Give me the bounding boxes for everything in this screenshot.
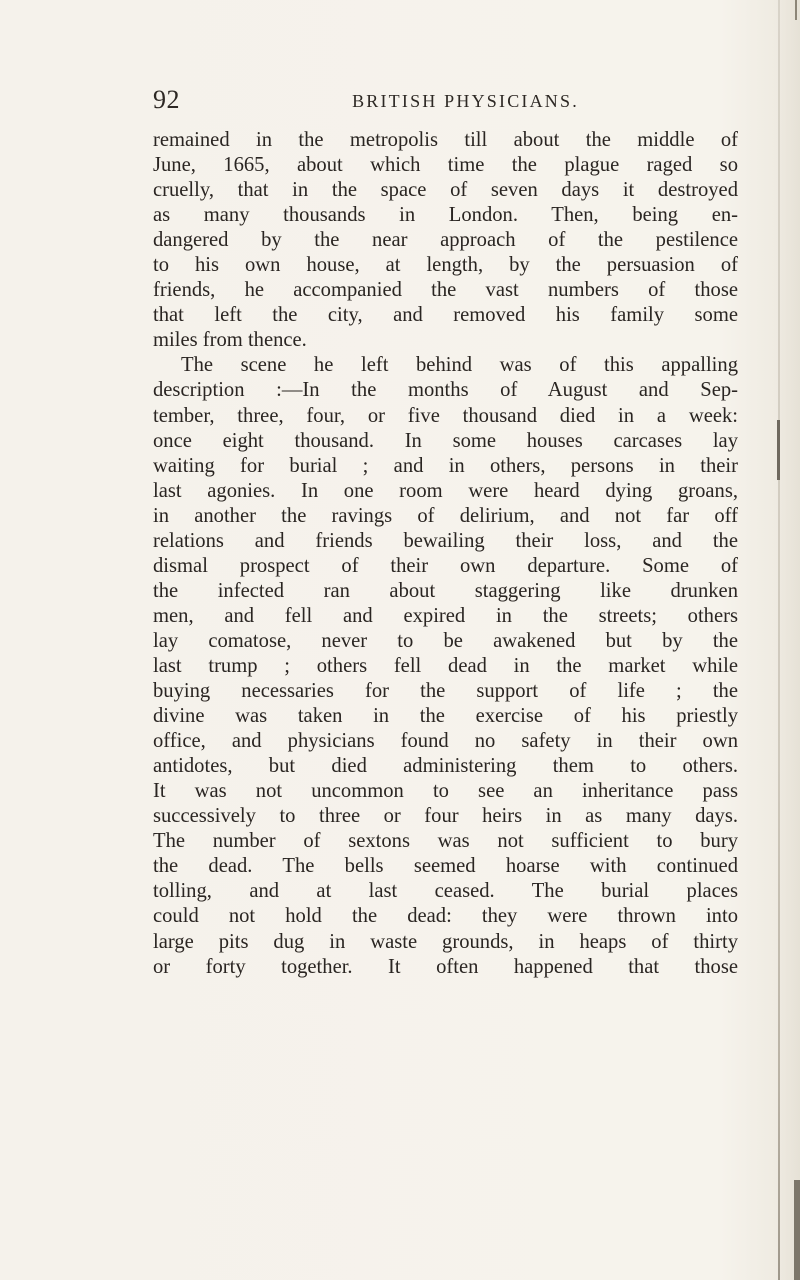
text-line: It was not uncommon to see an inheritance pass	[153, 780, 738, 803]
text-line: divine was taken in the exercise of his priestly	[153, 705, 738, 728]
text-line: tember, three, four, or five thousand died in a week:	[153, 404, 738, 427]
page-edge-mark	[794, 1180, 800, 1280]
text-line: to his own house, at length, by the persuasion of	[153, 254, 738, 277]
text-line: in another the ravings of delirium, and not far off	[153, 504, 738, 527]
text-line: successively to three or four heirs in as many days.	[153, 805, 738, 828]
text-line: once eight thousand. In some houses carcases lay	[153, 429, 738, 452]
text-line: antidotes, but died administering them to others.	[153, 755, 738, 778]
text-line: the dead. The bells seemed hoarse with continued	[153, 855, 738, 878]
text-line: the infected ran about staggering like drunken	[153, 579, 738, 602]
text-line: last agonies. In one room were heard dying groans,	[153, 479, 738, 502]
text-line: June, 1665, about which time the plague raged so	[153, 154, 738, 177]
text-line: tolling, and at last ceased. The burial places	[153, 880, 738, 903]
page-number: 92	[153, 85, 180, 114]
text-line: last trump ; others fell dead in the market while	[153, 654, 738, 677]
text-line: The number of sextons was not sufficient to bury	[153, 830, 738, 853]
text-line: office, and physicians found no safety in their own	[153, 730, 738, 753]
text-line: The scene he left behind was of this appalling	[181, 354, 738, 377]
text-line: large pits dug in waste grounds, in heaps of thirty	[153, 930, 738, 953]
page-header	[153, 85, 738, 115]
page-edge-shadow	[778, 0, 780, 1280]
text-line: remained in the metropolis till about the middle of	[153, 129, 738, 151]
text-line: men, and fell and expired in the streets; others	[153, 604, 738, 627]
page-edge-mark	[777, 420, 780, 480]
text-line: miles from thence.	[153, 329, 307, 352]
text-line: could not hold the dead: they were thrown into	[153, 905, 738, 928]
text-line: cruelly, that in the space of seven days it destroyed	[153, 179, 738, 202]
text-line: description :—In the months of August and Sep-	[153, 379, 738, 402]
text-line: dismal prospect of their own departure. Some of	[153, 554, 738, 577]
text-line: friends, he accompanied the vast numbers of those	[153, 279, 738, 302]
page-edge-mark	[795, 0, 797, 20]
text-line: relations and friends bewailing their loss, and the	[153, 529, 738, 552]
text-line: that left the city, and removed his family some	[153, 304, 738, 327]
running-head: BRITISH PHYSICIANS.	[352, 91, 579, 111]
text-line: dangered by the near approach of the pestilence	[153, 229, 738, 252]
text-line: as many thousands in London. Then, being en-	[153, 204, 738, 227]
text-line: waiting for burial ; and in others, persons in their	[153, 454, 738, 477]
text-line: or forty together. It often happened that those	[153, 955, 738, 978]
body-text	[153, 128, 738, 980]
text-line: lay comatose, never to be awakened but by the	[153, 629, 738, 652]
text-line: buying necessaries for the support of life ; the	[153, 680, 738, 703]
